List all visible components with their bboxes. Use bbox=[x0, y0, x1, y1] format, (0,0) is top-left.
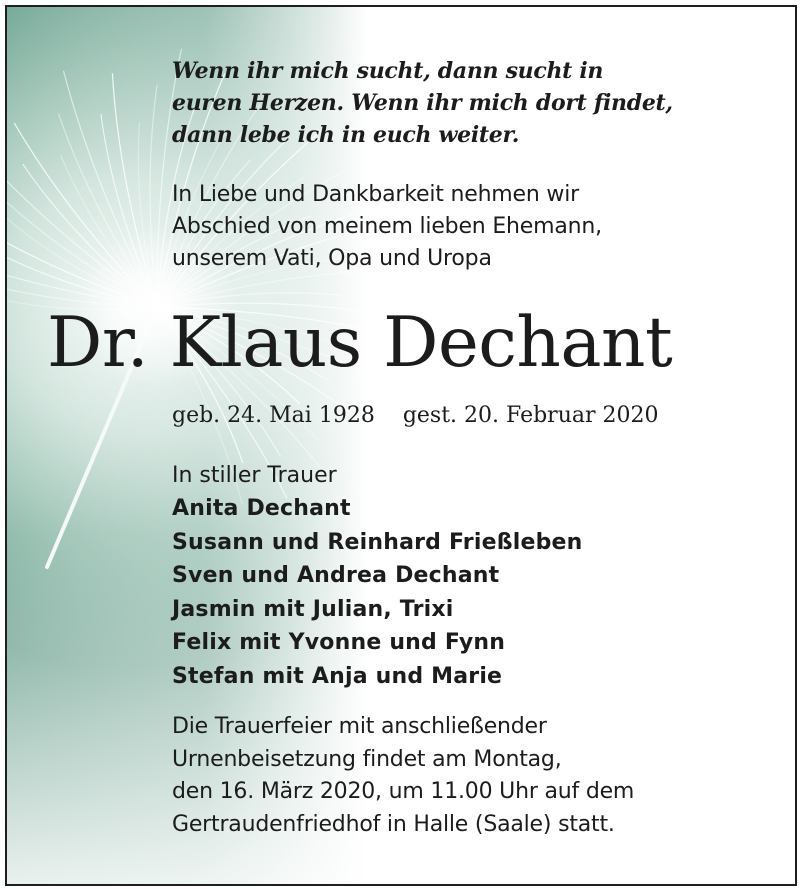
intro-line: In Liebe und Dankbarkeit nehmen wir bbox=[172, 182, 579, 207]
deceased-name: Dr. Klaus Dechant bbox=[47, 303, 673, 383]
mourner-name: Susann und Reinhard Frießleben bbox=[172, 529, 583, 555]
birth-date: geb. 24. Mai 1928 bbox=[172, 403, 375, 428]
mourner-name: Stefan mit Anja und Marie bbox=[172, 663, 503, 689]
quote-line: euren Herzen. Wenn ihr mich dort findet, bbox=[172, 90, 673, 116]
funeral-details bbox=[172, 711, 782, 841]
death-date: gest. 20. Februar 2020 bbox=[402, 403, 659, 428]
mourner-name: Felix mit Yvonne und Fynn bbox=[172, 630, 506, 655]
intro-line: unserem Vati, Opa und Uropa bbox=[172, 246, 492, 271]
memorial-quote bbox=[172, 55, 772, 151]
mourner-name: Sven und Andrea Dechant bbox=[172, 563, 500, 588]
farewell-intro bbox=[172, 179, 772, 275]
funeral-line: Die Trauerfeier mit anschließender bbox=[172, 714, 547, 739]
intro-line: Abschied von meinem lieben Ehemann, bbox=[172, 214, 602, 239]
mourner-name: Anita Dechant bbox=[172, 496, 351, 521]
quote-line: Wenn ihr mich sucht, dann sucht in bbox=[172, 58, 604, 84]
funeral-line: den 16. März 2020, um 11.00 Uhr auf dem bbox=[172, 779, 635, 804]
mourning-label: In stiller Trauer bbox=[172, 463, 337, 488]
obituary-notice bbox=[5, 5, 797, 886]
funeral-line: Urnenbeisetzung findet am Montag, bbox=[172, 746, 562, 772]
life-dates bbox=[172, 399, 772, 433]
mourner-name: Jasmin mit Julian, Trixi bbox=[172, 596, 454, 622]
funeral-line: Gertraudenfriedhof in Halle (Saale) statt. bbox=[172, 811, 615, 837]
quote-line: dann lebe ich in euch weiter. bbox=[172, 122, 520, 148]
mourners-list bbox=[172, 492, 792, 693]
